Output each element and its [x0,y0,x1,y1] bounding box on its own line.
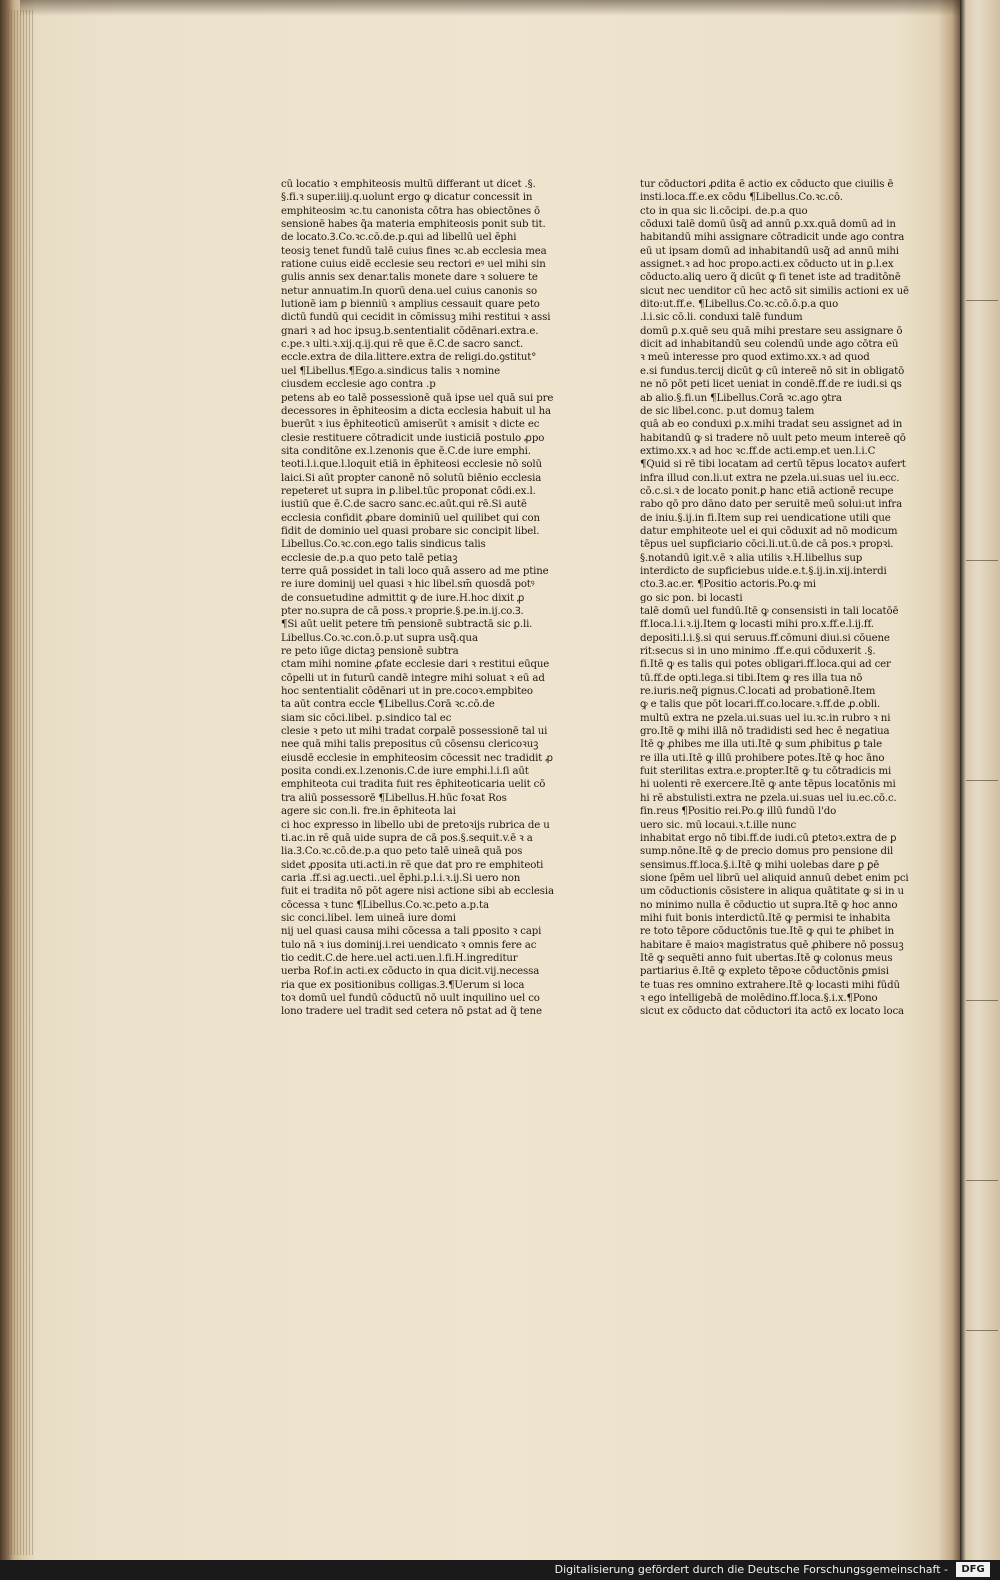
text-line: tra aliū possessorē ¶Libellus.H.hūc foꝛat Ros [281,792,507,804]
text-line: posita condi.ex.l.zenonis.C.de iure emphi.l.i.ſi aūt [281,766,529,778]
text-line: re illa uti.Itē ꝙ illū prohibere potes.Itē ꝙ hoc āno [640,752,885,764]
left-text-column [281,178,579,1019]
text-line: eiusdē ecclesie in emphiteosim cōcessit nec tradidit ꝓ [281,752,553,764]
text-line: emphiteota cui tradita fuit res ēphiteoticaria uelit cō [281,779,546,791]
text-line: dictū fundū qui cecidit in cōmissuꝫ mihi restitui ꝛ assi [281,312,551,324]
text-line: hi rē abstulisti.extra ne ꝑzela.ui.suas uel iu.ec.cō.c. [640,792,897,804]
text-line: nij uel quasi causa mihi cōcessa a tali ꝑposito ꝛ capi [281,926,542,938]
text-line: ti.ac.in rē quā uide supra de cā pos.§.sequit̄.v.ē ꝛ a [281,832,533,844]
dfg-logo: DFG [956,1562,990,1577]
text-line: ecclesie de.p.a quo peto talē petiaꝫ [281,552,458,564]
text-line: sensimus.ff.loca.§.i.Itē ꝙ mihi uolebas dare ꝑ ꝑē [640,859,880,871]
text-line: tur cōductori ꝓdita ē actio ex cōducto que ciuilis ē [640,179,894,190]
text-line: sidet ꝓposita uti.acti.in rē que dat̄ pro re emphiteoti [281,859,544,871]
text-line: sita conditōne ex.l.zenonis que ē.C.de iure emphi. [281,445,531,457]
text-line: hoc sententialit̄ cōdēnari ut in pre.cocoꝛ.empbiteo [281,686,533,698]
text-line: ff.loca.l.i.ꝛ.ij.Item ꝙ locasti mihi pro.x.ff.e.l.ij.ff. [640,619,874,631]
text-line: cōcessa ꝛ tunc ¶Libellus.Co.ꝛc.peto a.p.ta [281,899,489,911]
text-line: re iure dominij uel quasi ꝛ hic libel.sm̄ quosdā potꝰ [281,579,535,591]
text-line: cōpelli ut in futurū candē integre mihi soluat ꝛ eū ad [281,672,545,684]
text-line: gro.Itē ꝙ mihi illā nō tradidisti sed hec ē negatiua [640,726,890,738]
text-line: ratione cuius eidē ecclesie seu rectori eꝰ uel mihi sin [281,259,546,271]
text-line: cōduxi talē domū ūsq̃ ad annū ꝑ.xx.quā domū ad in [640,219,896,231]
text-line: sensionē habes q̃a materia emphiteosis ponit̄ sub tit. [281,219,546,231]
text-line: gnari ꝛ ad hoc ipsuꝫ.b.sententialit̄ cōdēnari.extra.e. [281,325,539,337]
text-line: lono tradere uel tradit sed cetera nō ꝑstat ad q̃ tene [281,1006,542,1018]
text-line: ꝛ meū interesse pro quod extimo.xx.ꝛ ad quod [640,352,870,364]
text-line: multū extra ne ꝑzela.ui.suas uel iu.ꝛc.in rubro ꝛ ni [640,712,891,724]
text-line: cōducto.aliꝗ uero q̃ dicūt ꝙ fi tenet̄ iste ad traditōnē [640,272,901,284]
text-line: gulis annis sex denar.talis monete dare ꝛ soluere te [281,272,538,284]
text-line: pter no.supra de cā poss.ꝛ proprie.§.pe.in.ij.co.Ꝫ. [281,606,524,617]
text-line: ci hoc expresso in libello ubi de pretoꝛijs rubrica de u [281,819,550,831]
text-line: emphiteosim ꝛc.tu canonista cōtra has obiectōnes ō [281,205,541,217]
text-line: ¶Si aūt uelit petere tm̄ pensionē subtractā sic ꝑ.li. [281,619,533,631]
text-line: infra illud con.li.ut extra ne ꝑzela.ui.suas uel iu.ecc. [640,472,900,484]
facing-page-line [966,780,998,781]
text-line: insti.loca.ff.e.ex cōdu ¶Libellus.Co.ꝛc.cō. [640,192,843,204]
text-line: fuit sterilitas extra.e.propter.Itē ꝙ tu cōtradicis mi [640,766,892,778]
text-line: Itē ꝙ ꝓhibes me illa uti.Itē ꝙ sum ꝓhibitus ꝑ tale [640,739,882,751]
text-line: ecclesia confidit ꝓbare dominiū uel quilibet qui con [281,512,540,524]
text-line: repeteret ut supra in ꝑ.libel.tūc proponat cōdi.ex.l. [281,485,536,497]
text-line: fidit de dominio uel quasi probare sic concipit̄ libel. [281,525,540,537]
text-line: depositi.l.i.§.si qui seruus.ff.cōmuni diui.si cōuene [640,632,890,644]
text-line: uerba Rof.in acti.ex cōducto in qua dicit.vij.necessa [281,966,540,978]
text-line: eū ut ipsam domū ad inhabitandū usq̃ ad annū mihi [640,245,899,257]
book-page-edges [8,10,34,1555]
text-line: ¶Quid si rē tibi locatam ad certū tēpus locatoꝛ aufert [640,459,906,471]
text-line: §.notandū igit̄.v.ē ꝛ alia utilis ꝛ.H.libellus sup [640,552,863,564]
text-line: clesie restituere cōtradicit unde iusticiā postulo ꝓpo [281,432,545,444]
text-line: agere sic con.li. fre.in ēphiteota lai [281,806,456,818]
text-line: dicit ad inhabitandū seu colendū unde ago cōtra eū [640,339,899,351]
text-line: Itē ꝙ sequēti anno fuit ubertas.Itē ꝙ colonus meus [640,952,893,964]
text-line: re peto iūge dictaꝫ pensionē subtra [281,646,459,658]
text-line: extimo.xx.ꝛ ad hoc ꝛc.ff.de acti.emp.et uen.l.i.C [640,445,876,457]
text-line: habitandū mihi assignare cōtradicit unde ago contra [640,232,905,244]
text-line: teosiꝫ tenet fundū talē cuius fines ꝛc.ab ecclesia mea [281,245,547,257]
text-line: clesie ꝛ peto ut mihi tradat corꝑalē possessionē tal̄ ui [281,726,548,738]
text-line: rit:secus si in uno minimo .ff.e.qui cōduxerit .§. [640,646,876,658]
facing-page-line [966,1180,998,1181]
text-line: §.fi.ꝛ super.iiij.q.uolunt ergo ꝙ dicatur concessit in [281,192,533,204]
facing-page-line [966,300,998,301]
text-line: .l.i.sic cō.li. conduxi talē fundum [640,312,803,324]
text-line: caria .ff.si ag.uecti..uel ēphi.p.l.i.ꝛ.ij.Si uero non [281,872,521,884]
text-line: talē domū uel fundū.Itē ꝙ consensisti in tali locatōē [640,606,899,617]
text-line: sic conci.libel. lem uineā iure domi [281,912,456,924]
text-line: petens ab eo talē possessionē quā ipse uel quā sui pre [281,392,554,404]
text-line: decessores in ēphiteosim a dicta ecclesia habuit ul̄ ha [281,405,551,417]
text-line: nee quā mihi talis prepositus cū cōsensu clericoꝛuꝫ [281,739,539,751]
text-line: tulo nā ꝛ ius dominij.i.rei uendicato ꝛ omnis fere ac [281,939,537,951]
text-line: re toto tēpore cōductōnis tue.Itē ꝙ qui te ꝓhibet in [640,926,895,938]
text-line: de consuetudine admittit̄ ꝙ de iure.H.hoc dixit ꝓ [281,592,525,604]
text-line: terre quā possidet in tali loco quā assero ad me ptine [281,565,549,577]
text-line: iustiū que ē.C.de sacro sanc.ec.aūt.qui rē.Si autē [281,499,527,511]
text-line: fuit ei tradita nō pōt agere nisi actione sibi ab ecclesia [281,886,554,898]
text-line: partiarius ē.Itē ꝙ expleto tēpoꝛe cōductōnis ꝑmisi [640,966,889,978]
text-line: tū.ff.de opti.lega.si tibi.Item ꝙ res illa tua nō [640,672,863,684]
footer-credit: Digitalisierung gefördert durch die Deutsche Forschungsgemeinschaft - [554,1563,948,1576]
text-line: de sic libel.conc. p.ut domuꝫ talem [640,405,815,417]
text-line: de locato.Ꝫ.Co.ꝛc.cō.de.p.qui ad libellū uel ēphi [281,232,517,244]
text-line: Libellus.Co.ꝛc.con.ō.p.ut supra usq̃.qua [281,632,478,644]
text-line: inhabitat ergo nō tibi.ff.de iudi.cū ꝑtetoꝛ.extra de ꝑ [640,832,897,844]
text-line: buerūt ꝛ ius ēphiteoticū amiserūt ꝛ amisit ꝛ dicte ec [281,419,540,431]
text-line: ciusdem ecclesie ago contra .p [281,379,436,391]
text-line: re.iuris.neq̃ pignus.C.locati ad probationē.Item [640,686,876,698]
text-line: cū locatio ꝛ emphiteosis multū differant ut dicet .§. [281,179,536,190]
text-line: habitandū ꝙ si tradere nō uult peto meum intereē qō [640,432,906,444]
text-line: siam sic cōci.libel. p.sindico tal̄ ec [281,712,452,724]
text-line: domū ꝑ.x.quē seu quā mihi prestare seu assignare ō [640,325,903,337]
text-line: ta aūt contra eccle ¶Libellus.Corā ꝛc.cō.de [281,699,495,711]
text-line: fin.reus ¶Positio rei.Po.ꝙ illū fundū l'do [640,806,837,818]
text-line: ꝛ ego intelligebā de molēdino.ff.loca.§.i.x.¶Pono [640,992,878,1004]
facing-page-line [966,1000,998,1001]
text-line: ctam mihi nomine ꝓfate ecclesie dari ꝛ restitui eūque [281,659,550,671]
text-line: hi uolenti rē exercere.Itē ꝙ ante tēpus locatōnis mi [640,779,896,791]
text-line: tio cedit.C.de here.uel acti.uen.l.fi.H.ingreditur [281,952,518,964]
text-line: no minimo nulla ē cōductio ut supra.Itē ꝙ hoc anno [640,899,898,911]
text-line: quā ab eo conduxi ꝑ.x.mihi tradat seu assignet ad in [640,419,903,431]
text-line: cto in qua sic li.cōcipi. de.p.a quo [640,205,808,217]
text-line: ne nō pōt peti licet ueniat in condē.ff.de re iudi.si ꝗs [640,379,902,391]
text-line: uero sic. mū locaui.ꝛ.t.ille nunc [640,819,797,831]
text-line: dito:ut.ff.e. ¶Libellus.Co.ꝛc.cō.ō.p.a quo [640,299,839,311]
text-line: mihi fuit bonis interdictū.Itē ꝙ permisi te inhabita [640,912,891,924]
top-shadow [20,0,960,16]
text-line: rabo qō pro dāno dato per seruitē meū solui:ut infra [640,499,903,511]
text-line: teoti.l.i.que.l.loquit̄ etiā in ēphiteosi ecclesie nō solū [281,459,542,471]
text-line: de iniu.§.ij.in fi.Item sup rei uendicatione utili que [640,512,891,524]
text-line: sump.nōne.Itē ꝙ de precio domus pro pensione dil [640,846,894,858]
text-line: toꝛ domū uel fundū cōductū nō uult inquilino uel co [281,992,540,1004]
text-line: eccle.extra de dila.littere.extra de religi.do.ꝯstitut° [281,352,537,364]
text-line: go sic pon. bi locasti [640,592,743,604]
facing-page-line [966,560,998,561]
text-line: lutionē iam ꝑ bienniū ꝛ amplius cessauit quare peto [281,299,540,311]
text-line: laici.Si aūt propter canonē nō solutū biēnio ecclesia [281,472,542,484]
text-line: ria que ex positionibus colligas.Ꝫ.¶Uerum si loca [281,979,525,991]
text-line: um cōductionis cōsistere in aliqua quātitate ꝙ si in u [640,886,904,898]
text-line: cō.c.si.ꝛ de locato ponit.ꝑ hanc etiā actionē recupe [640,485,894,497]
text-line: sione ſpēm uel librū uel aliquid annuū debet enim pci [640,872,909,884]
text-line: assignet.ꝛ ad hoc propo.acti.ex cōducto ut in ꝑ.l.ex [640,259,894,271]
text-line: sicut nec uenditor cū hec actō sit similis actioni ex uē [640,285,909,297]
text-line: netur annuatim.In quorū dena.uel cuius canonis so [281,285,537,297]
text-line: sicut ex cōducto dat̄ cōductori ita actō ex locato loca [640,1006,904,1018]
text-line: ab alio.§.fi.un ¶Libellus.Corā ꝛc.ago ꝯtra [640,392,842,404]
right-text-column [640,178,936,1019]
text-line: Libellus.Co.ꝛc.con.ego talis sindicus talis [281,539,486,551]
text-line: tēpus uel supficiario cōci.li.ut.ū.de cā pos.ꝛ propꝛi. [640,539,894,551]
text-line: fi.Itē ꝙ es talis qui potes obligari.ff.loca.qui ad cer [640,659,891,671]
text-line: lia.Ꝫ.Co.ꝛc.cō.de.p.a quo peto talē uineā quā pos [281,846,523,858]
text-line: c.pe.ꝛ ulti.ꝛ.xij.q.ij.qui rē que ē.C.de sacro sanct. [281,339,524,351]
text-line: ꝙ e talis que pōt locari.ff.co.locare.ꝛ.ff.de ꝓ.obli. [640,699,881,711]
text-line: e.si fundus.tercij dicūt ꝙ cū intereē nō sit in obligatō [640,365,905,377]
text-line: datur emphiteote uel ei qui cōduxit ad nō modicum [640,525,898,537]
text-line: cto.Ꝫ.ac.er. ¶Positio actoris.Po.ꝙ mi [640,579,816,591]
text-line: interdicto de supficiebus uide.e.t.§.ij.in.xij.interdi [640,565,887,577]
text-line: te tuas res omnino extrahere.Itē ꝙ locasti mihi fūdū [640,979,900,991]
text-line: habitare ē maioꝛ magistratus quē ꝓhibere nō possuꝫ [640,939,904,951]
facing-page-line [966,1330,998,1331]
text-line: uel ¶Libellus.¶Ego.a.sindicus talis ꝛ nomine [281,365,501,377]
